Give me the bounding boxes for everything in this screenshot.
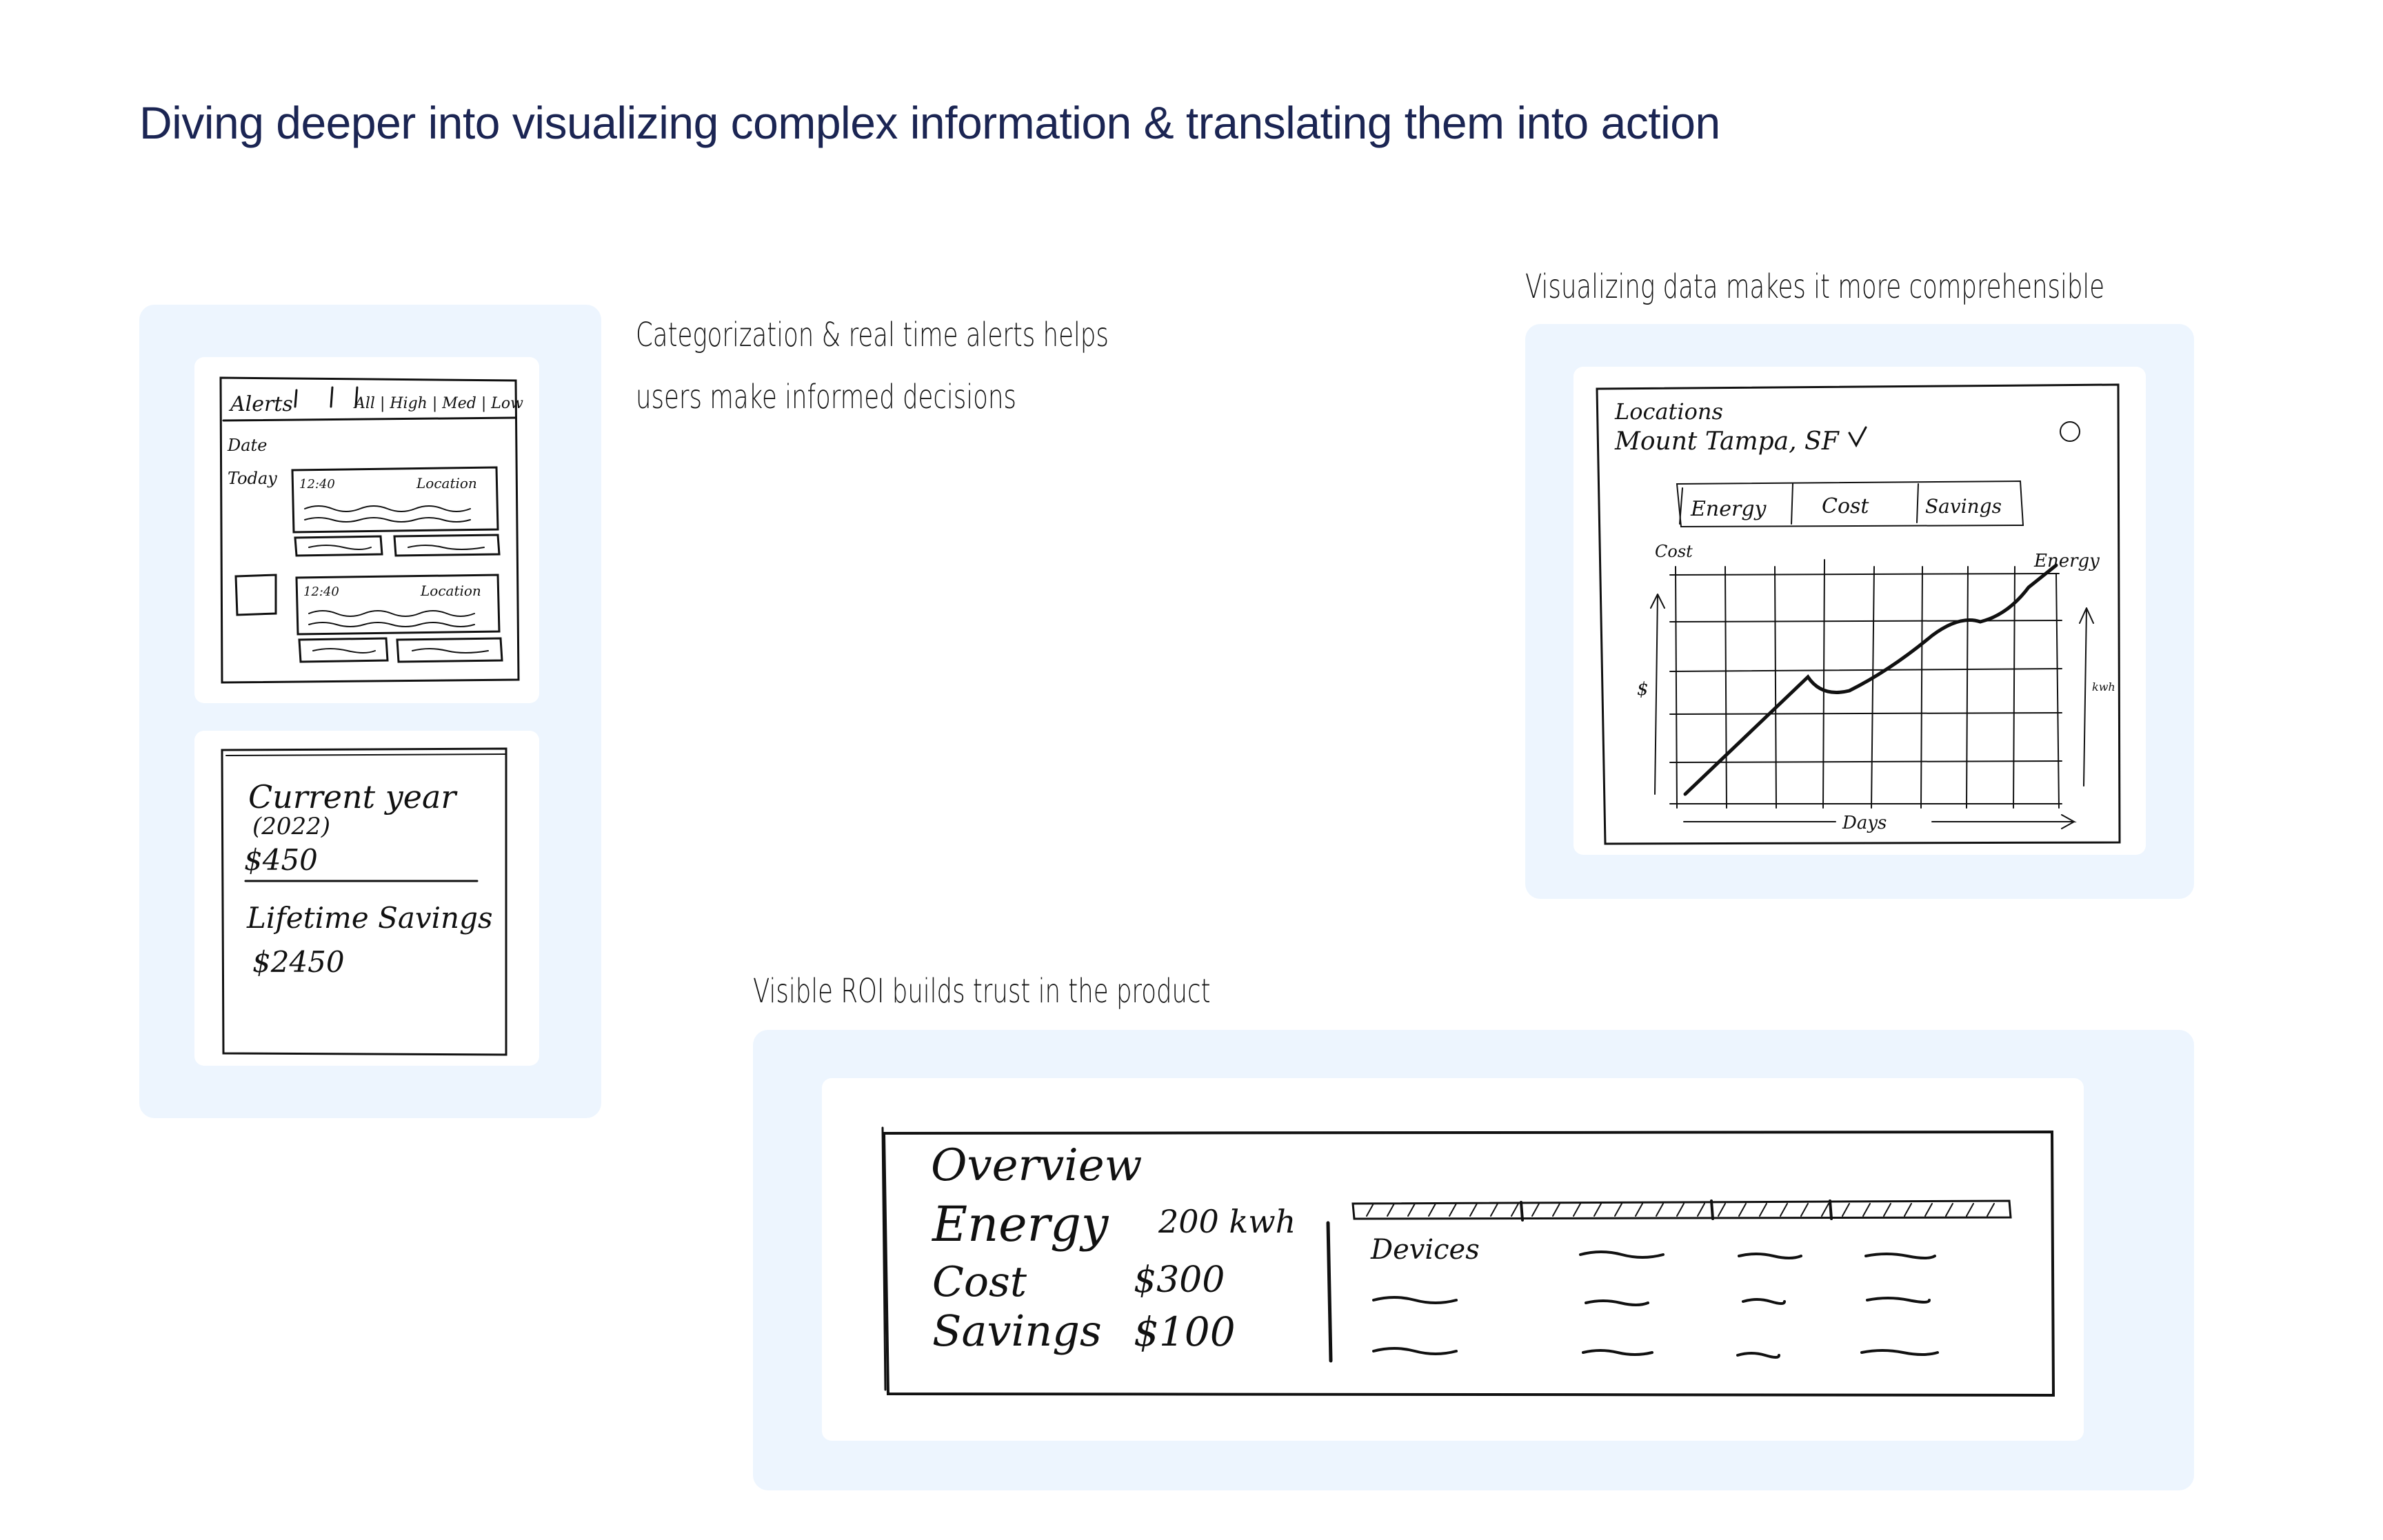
alerts-date-label: Date: [228, 436, 268, 455]
savings-sketch-card: [194, 731, 539, 1066]
alerts-today-label: Today: [228, 469, 277, 488]
overview-title: Overview: [931, 1140, 1143, 1191]
alert1-location: Location: [416, 475, 477, 492]
alerts-sketch-card: [194, 357, 539, 703]
chart-sketch: [1573, 367, 2146, 855]
energy-value: 200 kwh: [1158, 1203, 1296, 1240]
cost-label: Cost: [932, 1258, 1027, 1306]
lifetime-savings-label: Lifetime Savings: [247, 901, 493, 935]
alerts-caption-line2: users make informed decisions: [636, 378, 1016, 416]
right-axis-top-label: Energy: [2034, 551, 2100, 571]
current-year-label: Current year: [248, 778, 456, 815]
current-year-value: $450: [244, 843, 318, 877]
page-title: Diving deeper into visualizing complex information & translating them into action: [139, 97, 1720, 148]
savings-sketch: [194, 731, 539, 1066]
alerts-filters: All | High | Med | Low: [354, 395, 523, 412]
savings-value: $100: [1134, 1308, 1236, 1355]
cost-value: $300: [1134, 1259, 1225, 1301]
lifetime-savings-value: $2450: [252, 945, 345, 979]
left-axis-unit: $: [1637, 679, 1649, 700]
current-year-paren: (2022): [252, 813, 331, 840]
locations-label: Locations: [1615, 398, 1723, 425]
alerts-caption-line1: Categorization & real time alerts helps: [636, 316, 1109, 354]
roi-caption: Visible ROI builds trust in the product: [753, 972, 1211, 1011]
right-axis-unit: kwh: [2092, 680, 2115, 693]
x-axis-label: Days: [1842, 813, 1887, 833]
chart-sketch-card: [1573, 367, 2146, 855]
left-axis-top-label: Cost: [1655, 542, 1693, 561]
location-dropdown: Mount Tampa, SF: [1615, 427, 1839, 456]
tab-cost: Cost: [1822, 494, 1869, 518]
alerts-title: Alerts: [230, 392, 293, 416]
energy-label: Energy: [932, 1196, 1109, 1253]
savings-label: Savings: [932, 1306, 1102, 1356]
tab-energy: Energy: [1691, 497, 1767, 521]
chart-caption: Visualizing data makes it more comprehensible: [1525, 267, 2105, 306]
alerts-sketch: [194, 357, 539, 703]
alert2-time: 12:40: [303, 585, 339, 599]
overview-sketch-card: [822, 1078, 2084, 1441]
overview-sketch: [822, 1078, 2084, 1441]
alert2-location: Location: [421, 582, 481, 599]
devices-label: Devices: [1371, 1234, 1480, 1266]
alert1-time: 12:40: [299, 477, 335, 492]
tab-savings: Savings: [1925, 495, 2002, 518]
